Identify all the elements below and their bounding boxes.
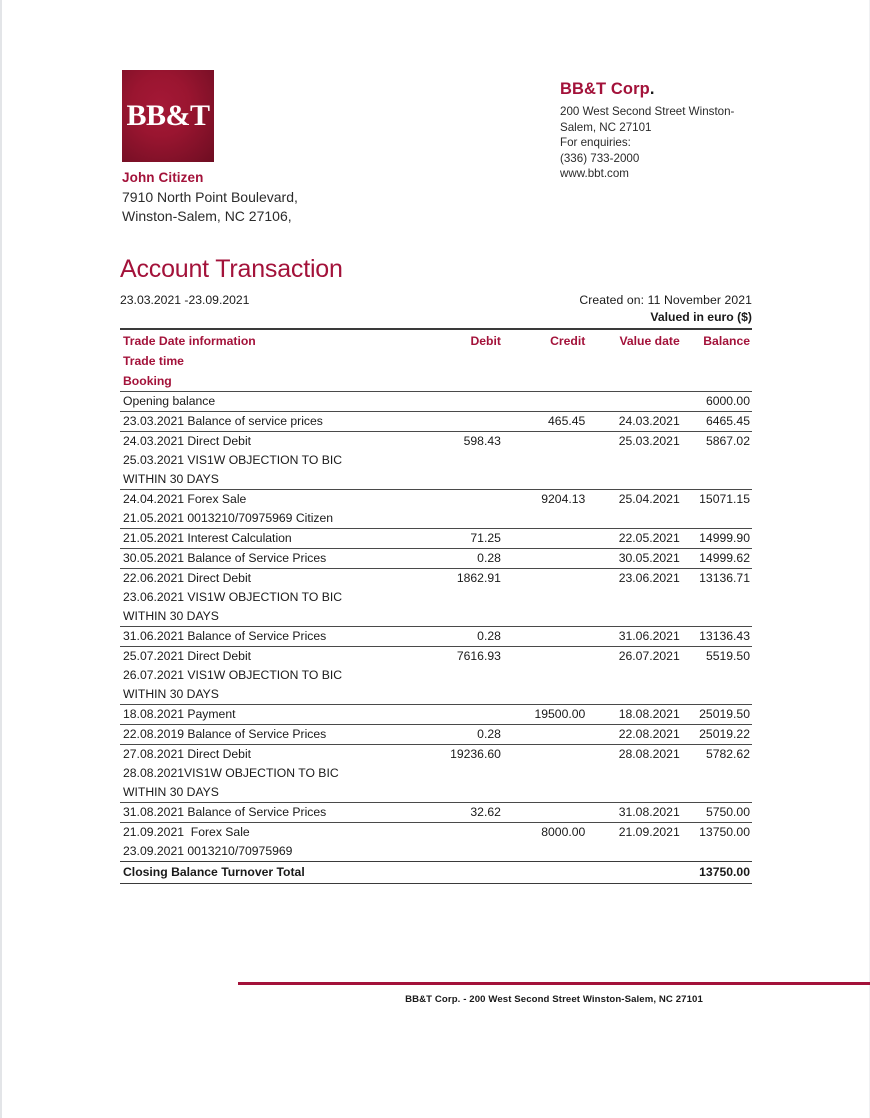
cell-debit: [414, 392, 507, 412]
cell-value-date: [591, 842, 685, 862]
table-row: [120, 509, 752, 529]
cell-balance: 15071.15: [686, 490, 752, 510]
header-spacer2-vdate: [591, 371, 685, 392]
cell-debit: 0.28: [414, 549, 507, 569]
cell-balance: [686, 607, 752, 627]
table-row: [120, 588, 752, 607]
table-row: [120, 842, 752, 862]
bank-phone: (336) 733-2000: [560, 151, 640, 165]
cell-credit: [507, 745, 591, 765]
cell-credit: [507, 607, 591, 627]
cell-balance: 13136.43: [686, 627, 752, 647]
cell-debit: [414, 842, 507, 862]
cell-value-date: 18.08.2021: [591, 705, 685, 725]
cell-debit: [414, 783, 507, 803]
cell-description: 22.08.2019 Balance of Service Prices: [120, 725, 414, 745]
cell-credit: [507, 509, 591, 529]
cell-balance: [686, 842, 752, 862]
statement-created-on: Created on: 11 November 2021: [579, 293, 752, 307]
bank-corp-name: [560, 80, 755, 99]
cell-description: 25.03.2021 VIS1W OBJECTION TO BIC: [123, 453, 343, 467]
cell-credit: 8000.00: [507, 823, 591, 843]
cell-description: 27.08.2021 Direct Debit: [120, 745, 414, 765]
bank-address-line2: Salem, NC 27101: [560, 120, 652, 134]
cell-value-date: 26.07.2021: [591, 647, 685, 667]
cell-credit: [507, 842, 591, 862]
cell-description: 24.03.2021 Direct Debit: [120, 432, 414, 452]
cell-debit: [414, 685, 507, 705]
footer-divider: [238, 982, 870, 985]
statement-header: [120, 60, 752, 224]
cell-description: 21.05.2021 Interest Calculation: [120, 529, 414, 549]
cell-balance: [686, 451, 752, 470]
cell-credit: 19500.00: [507, 705, 591, 725]
cell-value-date: [591, 862, 685, 884]
cell-value-date: [591, 666, 685, 685]
cell-description: Closing Balance Turnover Total: [120, 862, 414, 884]
account-holder-address: [122, 188, 298, 226]
cell-description: WITHIN 30 DAYS: [123, 687, 219, 701]
table-header-row-1: [120, 329, 752, 351]
cell-value-date: [591, 470, 685, 490]
cell-value-date: 22.08.2021: [591, 725, 685, 745]
cell-credit: [507, 569, 591, 589]
cell-debit: [414, 451, 507, 470]
cell-description: 22.06.2021 Direct Debit: [120, 569, 414, 589]
account-holder-address-line2: Winston-Salem, NC 27106,: [122, 208, 292, 224]
table-header-row-3: [120, 371, 752, 392]
cell-credit: 465.45: [507, 412, 591, 432]
column-header-balance: Balance: [686, 329, 752, 351]
cell-description: 21.09.2021 Forex Sale: [120, 823, 414, 843]
header-spacer-debit: [414, 351, 507, 371]
cell-balance: 14999.90: [686, 529, 752, 549]
cell-value-date: 23.06.2021: [591, 569, 685, 589]
cell-description: 26.07.2021 VIS1W OBJECTION TO BIC: [123, 668, 343, 682]
column-header-credit: Credit: [507, 329, 591, 351]
cell-debit: [414, 607, 507, 627]
cell-description: 21.05.2021 0013210/70975969 Citizen: [123, 511, 334, 525]
cell-balance: [686, 509, 752, 529]
statement-period: 23.03.2021 -23.09.2021: [120, 293, 250, 307]
cell-balance: 6465.45: [686, 412, 752, 432]
table-row: [120, 451, 752, 470]
cell-balance: 5867.02: [686, 432, 752, 452]
cell-value-date: 28.08.2021: [591, 745, 685, 765]
cell-balance: [686, 783, 752, 803]
cell-debit: [414, 490, 507, 510]
cell-credit: [507, 627, 591, 647]
column-header-booking: Booking: [123, 374, 172, 388]
cell-value-date: 25.03.2021: [591, 432, 685, 452]
bank-corp-name-text: BB&T Corp: [560, 80, 650, 98]
table-row: [120, 803, 752, 823]
table-row: [120, 432, 752, 452]
table-row: [120, 627, 752, 647]
bank-enquiries-label: For enquiries:: [560, 136, 631, 149]
page-footer: [238, 982, 870, 1005]
cell-value-date: 24.03.2021: [591, 412, 685, 432]
cell-description: 23.06.2021 VIS1W OBJECTION TO BIC: [123, 590, 343, 604]
cell-credit: [507, 685, 591, 705]
cell-debit: [414, 705, 507, 725]
cell-description: 28.08.2021VIS1W OBJECTION TO BIC: [123, 766, 339, 780]
cell-value-date: [591, 607, 685, 627]
column-header-trade-date-information: Trade Date information: [120, 329, 414, 351]
cell-debit: 598.43: [414, 432, 507, 452]
table-row: [120, 685, 752, 705]
cell-debit: 7616.93: [414, 647, 507, 667]
cell-credit: [507, 725, 591, 745]
table-row: [120, 470, 752, 490]
cell-description: 24.04.2021 Forex Sale: [120, 490, 414, 510]
cell-description: 30.05.2021 Balance of Service Prices: [120, 549, 414, 569]
cell-credit: [507, 432, 591, 452]
account-holder-address-line1: 7910 North Point Boulevard,: [122, 189, 298, 205]
bank-address-line1: 200 West Second Street Winston-: [560, 105, 735, 118]
cell-debit: 0.28: [414, 627, 507, 647]
cell-balance: [686, 764, 752, 783]
footer-text: BB&T Corp. - 200 West Second Street Winston-Salem, NC 27101: [405, 993, 703, 1005]
header-spacer2-debit: [414, 371, 507, 392]
closing-balance-row: [120, 862, 752, 884]
cell-debit: 0.28: [414, 725, 507, 745]
cell-debit: [414, 588, 507, 607]
cell-description: 18.08.2021 Payment: [120, 705, 414, 725]
cell-debit: [414, 666, 507, 685]
table-header-row-2: [120, 351, 752, 371]
cell-value-date: [591, 588, 685, 607]
cell-balance: 13750.00: [686, 862, 752, 884]
cell-debit: [414, 509, 507, 529]
cell-value-date: 22.05.2021: [591, 529, 685, 549]
cell-balance: 5519.50: [686, 647, 752, 667]
cell-debit: 19236.60: [414, 745, 507, 765]
cell-credit: [507, 470, 591, 490]
cell-balance: 5750.00: [686, 803, 752, 823]
bbt-logo: [122, 70, 214, 162]
bank-corp-name-period: .: [649, 80, 655, 98]
cell-balance: 14999.62: [686, 549, 752, 569]
table-row: [120, 549, 752, 569]
cell-value-date: [591, 509, 685, 529]
header-spacer2-bal: [686, 371, 752, 392]
cell-description: 23.03.2021 Balance of service prices: [120, 412, 414, 432]
cell-balance: 13750.00: [686, 823, 752, 843]
cell-balance: 25019.22: [686, 725, 752, 745]
page-title: Account Transaction: [120, 255, 343, 283]
cell-description: 25.07.2021 Direct Debit: [120, 647, 414, 667]
cell-value-date: 21.09.2021: [591, 823, 685, 843]
cell-debit: [414, 764, 507, 783]
cell-balance: [686, 470, 752, 490]
cell-debit: 32.62: [414, 803, 507, 823]
cell-value-date: 31.08.2021: [591, 803, 685, 823]
cell-balance: [686, 588, 752, 607]
cell-credit: [507, 783, 591, 803]
cell-description: 23.09.2021 0013210/70975969: [123, 844, 293, 858]
cell-credit: [507, 803, 591, 823]
cell-credit: [507, 392, 591, 412]
cell-description: 31.06.2021 Balance of Service Prices: [120, 627, 414, 647]
table-row: [120, 392, 752, 412]
cell-credit: [507, 529, 591, 549]
table-row: [120, 764, 752, 783]
table-row: [120, 725, 752, 745]
bank-website: www.bbt.com: [560, 167, 629, 180]
cell-debit: 1862.91: [414, 569, 507, 589]
cell-balance: 5782.62: [686, 745, 752, 765]
cell-description: WITHIN 30 DAYS: [123, 472, 219, 486]
header-spacer-vdate: [591, 351, 685, 371]
cell-credit: [507, 549, 591, 569]
cell-debit: [414, 823, 507, 843]
cell-credit: 9204.13: [507, 490, 591, 510]
table-row: [120, 607, 752, 627]
cell-credit: [507, 588, 591, 607]
header-spacer-bal: [686, 351, 752, 371]
cell-credit: [507, 451, 591, 470]
transactions-table-body: [120, 329, 752, 884]
cell-value-date: [591, 451, 685, 470]
header-spacer2-credit: [507, 371, 591, 392]
cell-credit: [507, 764, 591, 783]
transactions-table: [120, 328, 752, 884]
column-header-debit: Debit: [414, 329, 507, 351]
cell-balance: 6000.00: [686, 392, 752, 412]
table-row: [120, 529, 752, 549]
cell-debit: 71.25: [414, 529, 507, 549]
table-row: [120, 412, 752, 432]
cell-balance: 13136.71: [686, 569, 752, 589]
bbt-logo-text: BB&T: [126, 99, 210, 132]
cell-debit: [414, 862, 507, 884]
cell-description: Opening balance: [120, 392, 414, 412]
cell-value-date: [591, 764, 685, 783]
cell-value-date: [591, 685, 685, 705]
table-row: [120, 705, 752, 725]
account-holder-name: John Citizen: [122, 170, 204, 185]
table-row: [120, 647, 752, 667]
table-row: [120, 666, 752, 685]
statement-subline: [120, 293, 752, 307]
cell-balance: 25019.50: [686, 705, 752, 725]
cell-value-date: 31.06.2021: [591, 627, 685, 647]
table-row: [120, 783, 752, 803]
statement-sheet: [120, 60, 752, 1005]
column-header-value-date: Value date: [591, 329, 685, 351]
table-row: [120, 490, 752, 510]
cell-debit: [414, 470, 507, 490]
cell-description: 31.08.2021 Balance of Service Prices: [120, 803, 414, 823]
table-row: [120, 823, 752, 843]
cell-description: WITHIN 30 DAYS: [123, 785, 219, 799]
cell-value-date: 25.04.2021: [591, 490, 685, 510]
cell-value-date: [591, 783, 685, 803]
cell-value-date: 30.05.2021: [591, 549, 685, 569]
cell-debit: [414, 412, 507, 432]
cell-value-date: [591, 392, 685, 412]
table-row: [120, 569, 752, 589]
bank-contact-block: [560, 80, 755, 182]
table-row: [120, 745, 752, 765]
cell-description: WITHIN 30 DAYS: [123, 609, 219, 623]
cell-credit: [507, 666, 591, 685]
statement-currency-note: Valued in euro ($): [650, 310, 752, 324]
cell-credit: [507, 647, 591, 667]
cell-balance: [686, 685, 752, 705]
header-spacer-credit: [507, 351, 591, 371]
column-header-trade-time: Trade time: [123, 354, 184, 368]
cell-credit: [507, 862, 591, 884]
cell-balance: [686, 666, 752, 685]
